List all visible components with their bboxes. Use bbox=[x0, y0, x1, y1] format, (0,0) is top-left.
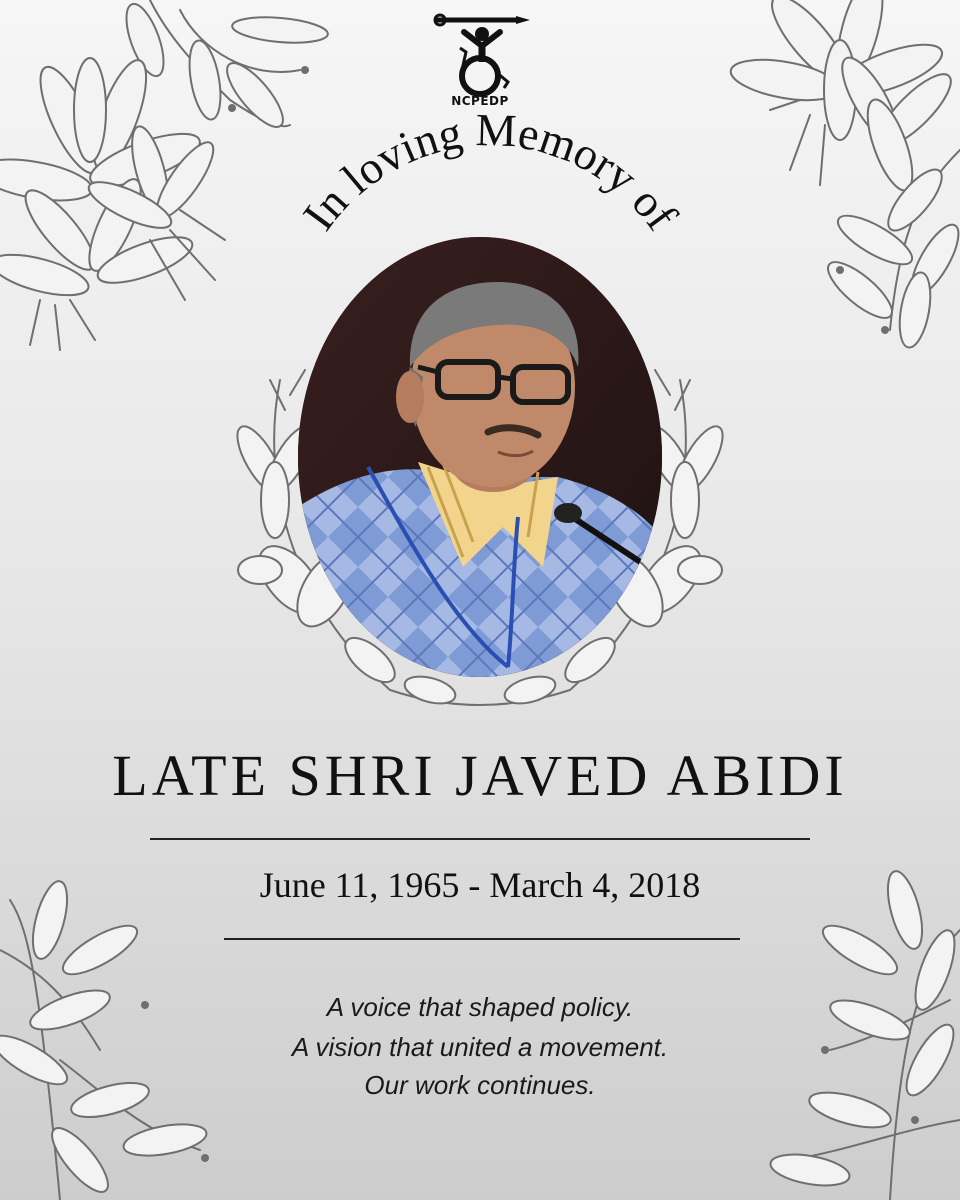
tribute-line-3: Our work continues. bbox=[364, 1070, 596, 1100]
tribute-line-1: A voice that shaped policy. bbox=[326, 992, 634, 1022]
portrait-photo bbox=[298, 237, 662, 677]
tribute-line-2: A vision that united a movement. bbox=[291, 1032, 669, 1062]
person-name: LATE SHRI JAVED ABIDI bbox=[112, 743, 848, 808]
divider-bottom bbox=[224, 938, 740, 940]
logo-wordmark: NCPEDP bbox=[451, 94, 509, 108]
memorial-heading-text: In loving Memory of bbox=[292, 104, 688, 240]
portrait-illustration bbox=[298, 237, 662, 677]
divider-top bbox=[150, 838, 810, 840]
life-dates: June 11, 1965 - March 4, 2018 bbox=[259, 865, 701, 905]
